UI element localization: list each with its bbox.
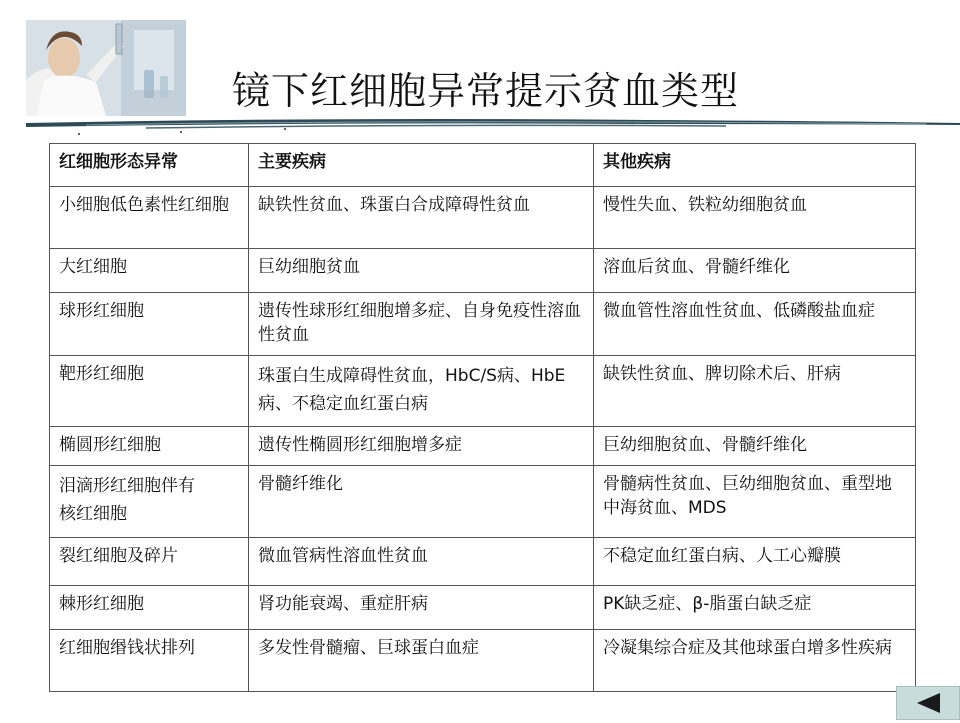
cell-other-disease: 缺铁性贫血、脾切除术后、肝病 <box>594 356 916 427</box>
table-row <box>50 538 916 586</box>
cell-main-disease: 骨髓纤维化 <box>249 466 594 538</box>
header-main-disease: 主要疾病 <box>249 144 594 187</box>
cell-main-disease: 缺铁性贫血、珠蛋白合成障碍性贫血 <box>249 187 594 249</box>
cell-other-disease: 微血管性溶血性贫血、低磷酸盐血症 <box>594 293 916 356</box>
triangle-left-icon <box>897 687 959 719</box>
cell-morphology: 棘形红细胞 <box>50 586 249 630</box>
decor-dot <box>78 133 80 135</box>
previous-slide-button[interactable] <box>896 686 960 720</box>
decor-dot <box>284 128 286 130</box>
table-row <box>50 427 916 466</box>
cell-morphology: 裂红细胞及碎片 <box>50 538 249 586</box>
cell-other-disease: 溶血后贫血、骨髓纤维化 <box>594 249 916 293</box>
anemia-morphology-table <box>49 143 916 692</box>
cell-morphology: 球形红细胞 <box>50 293 249 356</box>
cell-morphology: 椭圆形红细胞 <box>50 427 249 466</box>
cell-main-disease: 微血管病性溶血性贫血 <box>249 538 594 586</box>
table-row <box>50 586 916 630</box>
cell-morphology: 靶形红细胞 <box>50 356 249 427</box>
title-underline-decoration <box>26 115 960 135</box>
table-row <box>50 630 916 692</box>
cell-morphology: 红细胞缗钱状排列 <box>50 630 249 692</box>
cell-main-disease: 肾功能衰竭、重症肝病 <box>249 586 594 630</box>
cell-other-disease: 巨幼细胞贫血、骨髓纤维化 <box>594 427 916 466</box>
cell-main-disease: 珠蛋白生成障碍性贫血，HbC/S病、HbE病、不稳定血红蛋白病 <box>249 356 594 427</box>
lab-scientist-photo <box>26 20 186 116</box>
table-row <box>50 466 916 538</box>
cell-other-disease: PK缺乏症、β-脂蛋白缺乏症 <box>594 586 916 630</box>
table-header-row <box>50 144 916 187</box>
cell-main-disease: 巨幼细胞贫血 <box>249 249 594 293</box>
header-morphology: 红细胞形态异常 <box>50 144 249 187</box>
cell-other-disease: 冷凝集综合症及其他球蛋白增多性疾病 <box>594 630 916 692</box>
decor-dot <box>180 131 182 133</box>
cell-main-disease: 遗传性椭圆形红细胞增多症 <box>249 427 594 466</box>
table-row <box>50 356 916 427</box>
cell-main-disease: 遗传性球形红细胞增多症、自身免疫性溶血性贫血 <box>249 293 594 356</box>
table-row <box>50 187 916 249</box>
page-title: 镜下红细胞异常提示贫血类型 <box>232 69 740 113</box>
cell-other-disease: 骨髓病性贫血、巨幼细胞贫血、重型地中海贫血、MDS <box>594 466 916 538</box>
cell-other-disease: 慢性失血、铁粒幼细胞贫血 <box>594 187 916 249</box>
cell-morphology: 小细胞低色素性红细胞 <box>50 187 249 249</box>
header-other-disease: 其他疾病 <box>594 144 916 187</box>
table-row <box>50 249 916 293</box>
cell-morphology: 大红细胞 <box>50 249 249 293</box>
table-row <box>50 293 916 356</box>
cell-other-disease: 不稳定血红蛋白病、人工心瓣膜 <box>594 538 916 586</box>
cell-main-disease: 多发性骨髓瘤、巨球蛋白血症 <box>249 630 594 692</box>
cell-morphology: 泪滴形红细胞伴有核红细胞 <box>50 466 249 538</box>
lab-scientist-illustration <box>26 20 186 116</box>
